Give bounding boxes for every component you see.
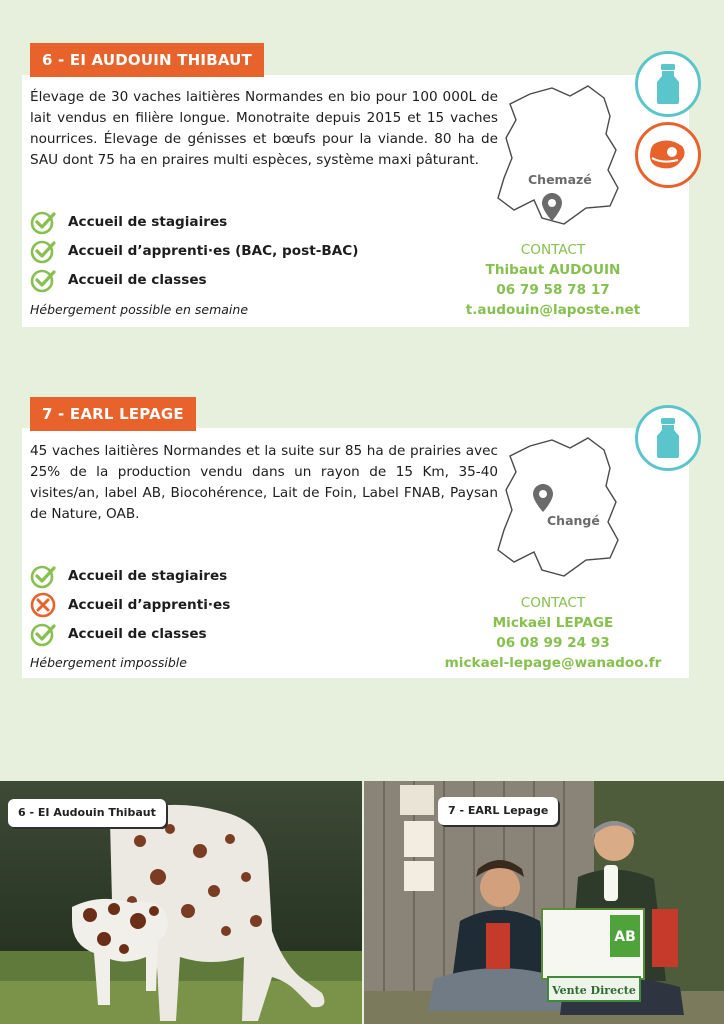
farm-title: 7 - EARL LEPAGE: [30, 397, 196, 431]
feature-item: [30, 590, 230, 619]
contact-block: [440, 240, 666, 320]
meat-icon: [635, 122, 701, 188]
farm-description: Élevage de 30 vaches laitières Normandes en bio pour 100 000L de lait vendus en filière longue. Monotraite depuis 2015 et 15 vaches nourrices. Élevage de génisses et bœufs pour la viande. 80 ha de SAU dont 75 ha en praires multi espèces, système maxi pâturant.: [30, 89, 498, 168]
department-map: [492, 430, 624, 580]
feature-item: [30, 265, 358, 294]
feature-label: Accueil de classes: [68, 625, 207, 642]
check-icon: [30, 563, 56, 589]
check-icon: [30, 267, 56, 293]
farm-title: 6 - EI AUDOUIN THIBAUT: [30, 43, 264, 77]
feature-label: Accueil de classes: [68, 271, 207, 288]
town-label: Changé: [547, 513, 600, 528]
vente-directe-sign: Vente Directe: [552, 984, 636, 997]
cross-icon: [30, 592, 56, 618]
check-icon: [30, 238, 56, 264]
feature-item: [30, 619, 230, 648]
milk-bottle-icon: [635, 405, 701, 471]
lodging-note: Hébergement impossible: [30, 655, 187, 670]
feature-item: [30, 207, 358, 236]
contact-block: [440, 593, 666, 673]
lodging-note: Hébergement possible en semaine: [30, 302, 249, 317]
photo-caption: 7 - EARL Lepage: [438, 797, 558, 825]
location-pin-icon: [533, 484, 553, 512]
feature-list: [30, 561, 230, 648]
check-icon: [30, 621, 56, 647]
feature-label: Accueil d’apprenti·es (BAC, post-BAC): [68, 242, 359, 259]
contact-email[interactable]: t.audouin@laposte.net: [465, 302, 641, 318]
feature-label: Accueil de stagiaires: [68, 567, 228, 584]
contact-name: Thibaut AUDOUIN: [485, 262, 621, 278]
milk-bottle-icon: [635, 51, 701, 117]
feature-list: [30, 207, 358, 294]
photo-strip: [0, 781, 724, 1024]
feature-item: [30, 236, 358, 265]
photo-caption: 6 - EI Audouin Thibaut: [8, 799, 166, 827]
feature-item: [30, 561, 230, 590]
feature-label: Accueil de stagiaires: [68, 213, 228, 230]
contact-name: Mickaël LEPAGE: [492, 615, 614, 631]
contact-phone[interactable]: 06 08 99 24 93: [496, 635, 610, 651]
check-icon: [30, 209, 56, 235]
feature-label: Accueil d’apprenti·es: [68, 596, 231, 613]
contact-email[interactable]: mickael-lepage@wanadoo.fr: [444, 655, 662, 671]
location-pin-icon: [542, 193, 562, 221]
ab-badge-text: AB: [614, 929, 636, 945]
contact-phone[interactable]: 06 79 58 78 17: [496, 282, 610, 298]
contact-label: CONTACT: [520, 595, 586, 611]
farm-description: 45 vaches laitières Normandes et la suite sur 85 ha de prairies avec 25% de la production vendu dans un rayon de 15 Km, 35-40 visites/an, label AB, Biocohérence, Lait de Foin, Label FNAB, Paysan de Nature, OAB.: [30, 443, 498, 522]
town-label: Chemazé: [528, 172, 592, 187]
contact-label: CONTACT: [520, 242, 586, 258]
